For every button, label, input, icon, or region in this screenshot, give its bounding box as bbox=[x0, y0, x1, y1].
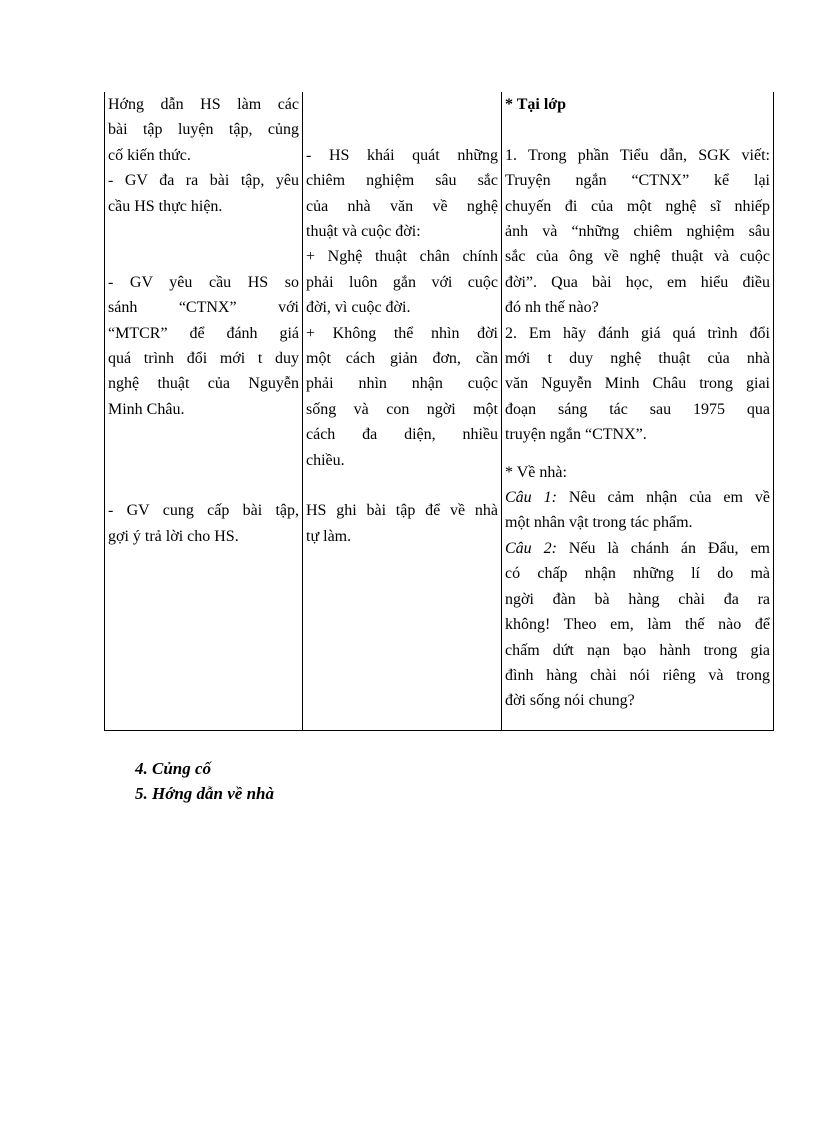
text-line: truyện ngắn “CTNX”. bbox=[505, 426, 647, 444]
text-line: + Nghệ thuật chân chính bbox=[306, 248, 498, 266]
lesson-table bbox=[104, 92, 774, 731]
lesson-steps bbox=[135, 756, 274, 806]
text-line: có chấp nhận những lí do mà bbox=[505, 565, 770, 583]
text-line: đó nh thế nào? bbox=[505, 299, 599, 317]
text-line: sống và con ngời một bbox=[306, 400, 498, 418]
question-text: Nếu là chánh án Đẩu, em bbox=[556, 539, 771, 557]
table-row bbox=[105, 92, 774, 731]
question-1 bbox=[505, 485, 770, 510]
text-line: cố kiến thức. bbox=[108, 146, 191, 164]
text-line: đời”. Qua bài học, em hiểu điều bbox=[505, 273, 770, 291]
text-line: HS ghi bài tập để về nhà bbox=[306, 502, 498, 520]
home-heading: * Về nhà: bbox=[505, 463, 567, 481]
text-line: chuyến đi của một nghệ sĩ nhiếp bbox=[505, 197, 770, 215]
text-line: văn Nguyễn Minh Châu trong giai bbox=[505, 375, 770, 393]
text-line: “MTCR” để đánh giá bbox=[108, 324, 299, 342]
text-line: thuật và cuộc đời: bbox=[306, 223, 421, 241]
text-line: đời, vì cuộc đời. bbox=[306, 299, 411, 317]
text-line: - HS khái quát những bbox=[306, 146, 498, 164]
text-line: chiêm nghiệm sâu sắc bbox=[306, 172, 498, 190]
text-line: đời sống nói chung? bbox=[505, 692, 635, 710]
text-line: sánh “CTNX” với bbox=[108, 299, 299, 317]
question-label: Câu 2: bbox=[505, 539, 557, 557]
text-line: của nhà văn về nghệ bbox=[306, 197, 498, 215]
text-line: - GV đa ra bài tập, yêu bbox=[108, 172, 299, 190]
text-line: Hớng dẫn HS làm các bbox=[108, 96, 299, 113]
text-line: 2. Em hãy đánh giá quá trình đổi bbox=[505, 324, 770, 342]
text-line: - GV cung cấp bài tập, bbox=[108, 502, 299, 520]
text-line: cầu HS thực hiện. bbox=[108, 197, 223, 215]
step-4-heading: 4. Củng cố bbox=[135, 759, 212, 778]
text-line: phải nhìn nhận cuộc bbox=[306, 375, 498, 393]
question-label: Câu 1: bbox=[505, 489, 557, 507]
text-line: nghệ thuật của Nguyễn bbox=[108, 375, 299, 393]
text-line: đoạn sáng tác sau 1975 qua bbox=[505, 400, 770, 418]
text-line: sắc của ông về nghệ thuật và cuộc bbox=[505, 248, 770, 266]
student-activity-column bbox=[303, 92, 502, 731]
text-line: mới t duy nghệ thuật của nhà bbox=[505, 350, 770, 368]
question-2 bbox=[505, 536, 770, 561]
text-line: đình hàng chài nói riêng và trong bbox=[505, 666, 770, 684]
text-line: gợi ý trả lời cho HS. bbox=[108, 527, 239, 545]
text-line: chấm dứt nạn bạo hành trong gia bbox=[505, 641, 770, 659]
text-line: + Không thể nhìn đời bbox=[306, 324, 498, 342]
text-line: Truyện ngắn “CTNX” kể lại bbox=[505, 172, 770, 190]
text-line: bài tập luyện tập, củng bbox=[108, 121, 299, 139]
text-line: ảnh và “những chiêm nghiệm sâu bbox=[505, 223, 770, 241]
text-line: Minh Châu. bbox=[108, 400, 185, 418]
text-line: phải luôn gắn với cuộc bbox=[306, 273, 498, 291]
text-line: - GV yêu cầu HS so bbox=[108, 273, 299, 291]
question-text: Nêu cảm nhận của em về bbox=[556, 489, 770, 507]
teacher-activity-column bbox=[105, 92, 303, 731]
text-line: không! Theo em, làm thế nào để bbox=[505, 616, 770, 634]
text-line: tự làm. bbox=[306, 527, 352, 545]
text-line: một nhân vật trong tác phẩm. bbox=[505, 514, 693, 532]
section-heading: * Tại lớp bbox=[505, 96, 567, 113]
text-line: ngời đàn bà hàng chài đa ra bbox=[505, 590, 770, 608]
step-5-heading: 5. Hớng dẫn về nhà bbox=[135, 784, 275, 803]
text-line: một cách giản đơn, cần bbox=[306, 350, 498, 368]
text-line: cách đa diện, nhiều bbox=[306, 426, 498, 444]
text-line: chiều. bbox=[306, 451, 345, 469]
text-line: quá trình đổi mới t duy bbox=[108, 350, 299, 368]
content-column bbox=[502, 92, 774, 731]
text-line: 1. Trong phần Tiểu dẫn, SGK viết: bbox=[505, 146, 770, 164]
